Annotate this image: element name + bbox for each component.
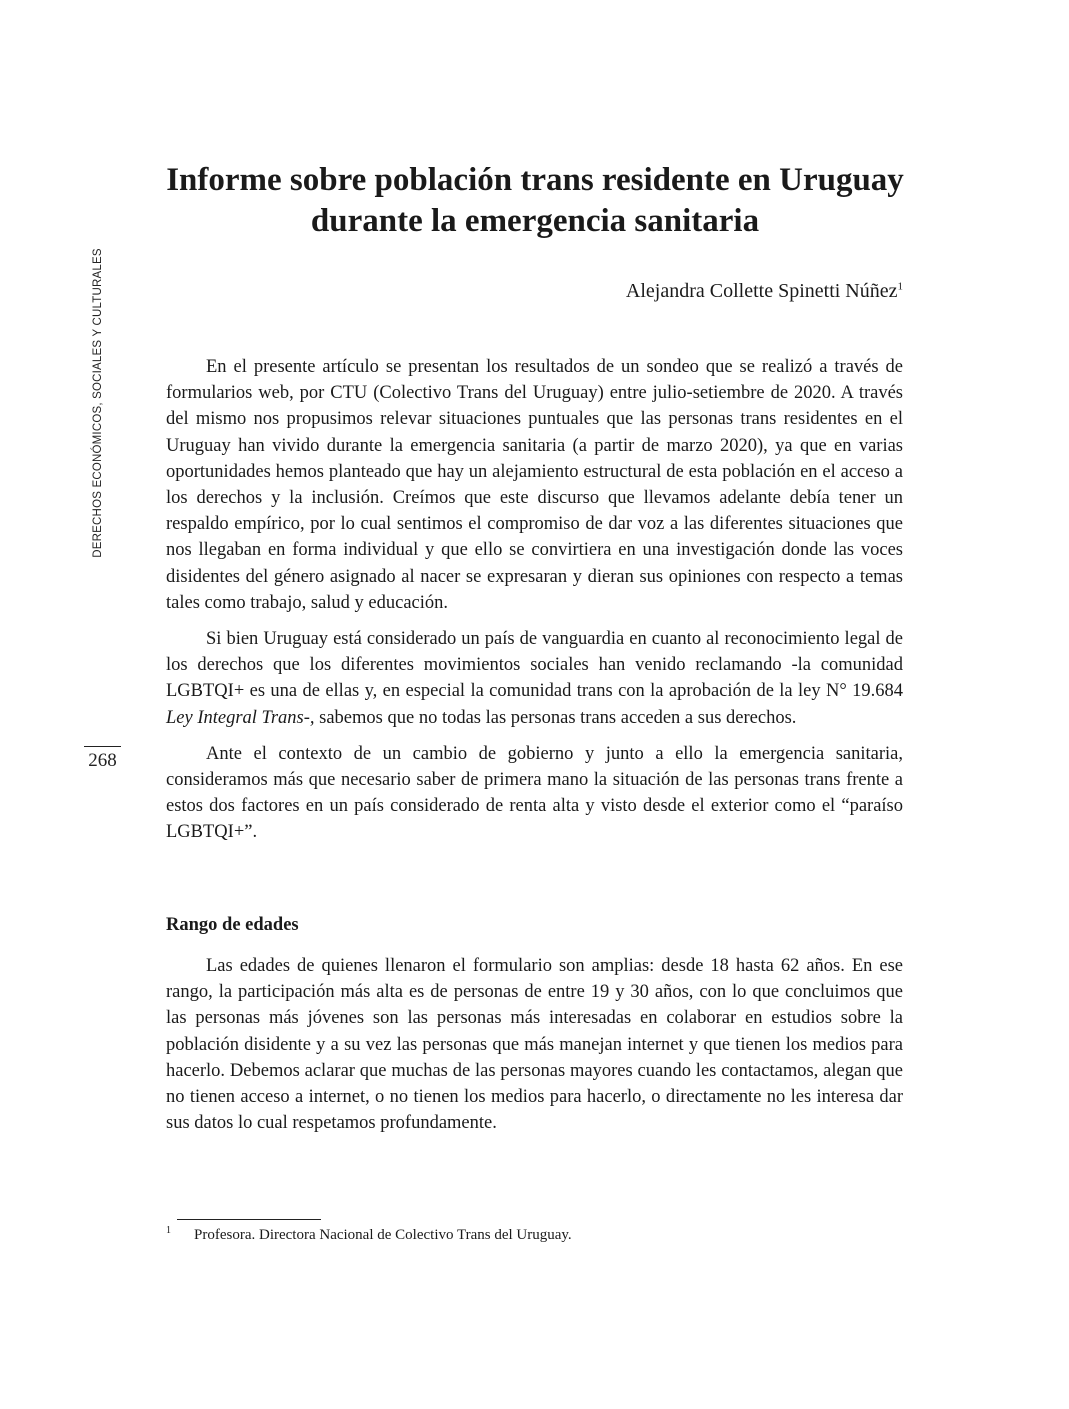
section-heading: Rango de edades <box>166 915 299 935</box>
footnote-mark: 1 <box>166 1225 171 1236</box>
title-line-2: durante la emergencia sanitaria <box>310 203 760 239</box>
paragraph-2-text-a: Si bien Uruguay está considerado un país de vanguardia en cuanto al reconocimiento legal de los derechos que los diferentes movimientos sociales han venido reclamando -la comunidad LGBTQI+ es una de ellas y, en especial la comunidad trans con la aprobación de la ley N° 19.684 <box>166 629 903 702</box>
author-name: Alejandra Collette Spinetti Núñez <box>625 280 898 302</box>
law-title: Ley Integral Trans-, <box>166 707 315 728</box>
page-number-rule <box>84 746 121 747</box>
author-byline <box>450 280 903 303</box>
footnote-rule <box>177 1219 321 1220</box>
paragraph-2 <box>166 626 903 731</box>
article-title <box>150 160 920 242</box>
footnote-text: Profesora. Directora Nacional de Colectivo Trans del Uruguay. <box>194 1227 572 1243</box>
running-head-text: DERECHOS ECONÓMICOS, SOCIALES Y CULTURALES <box>92 248 104 558</box>
author-footnote-ref[interactable]: 1 <box>897 280 903 293</box>
paragraph-2-text-b: sabemos que no todas las personas trans acceden a sus derechos. <box>314 707 797 728</box>
intro-body <box>166 354 903 856</box>
title-line-1: Informe sobre población trans residente en Uruguay <box>166 162 904 198</box>
paragraph-4: Las edades de quienes llenaron el formulario son amplias: desde 18 hasta 62 años. En ese rango, la participación más alta es de personas de entre 19 y 30 años, con lo que concluimos que las personas más jóvenes son las personas más interesadas en colaborar en estudios sobre la población disidente y a su vez las personas que más manejan internet y que tienen los medios para hacerlo. Debemos aclarar que muchas de las personas mayores cuando les contactamos, alegan que no tienen acceso a internet, o no tienen los medios para hacerlo, o directamente no les interesa dar sus datos lo cual respetamos profundamente. <box>166 956 903 1134</box>
section-body <box>166 953 903 1146</box>
paragraph-1: En el presente artículo se presentan los resultados de un sondeo que se realizó a través de formularios web, por CTU (Colectivo Trans del Uruguay) entre julio-setiembre de 2020. A través del mismo nos propusimos relevar situaciones puntuales que las personas trans residentes en el Uruguay han vivido durante la emergencia sanitaria (a partir de marzo 2020), ya que en varias oportunidades hemos planteado que hay un alejamiento estructural de esta población en el acceso a los derechos y la inclusión. Creímos que este discurso que llevamos adelante debía tener un respaldo empírico, por lo cual sentimos el compromiso de dar voz a las diferentes situaciones que nos llegaban en forma individual y que ello se convirtiera en una investigación donde las voces disidentes del género asignado al nacer se expresaran y dieran sus opiniones con respecto a temas tales como trabajo, salud y educación. <box>166 357 903 613</box>
paragraph-3: Ante el contexto de un cambio de gobierno y junto a ello la emergencia sanitaria, consideramos más que necesario saber de primera mano la situación de las personas trans frente a estos dos factores en un país considerado de renta alta y visto desde el exterior como el “paraíso LGBTQI+”. <box>166 743 903 843</box>
page-number: 268 <box>88 750 117 771</box>
